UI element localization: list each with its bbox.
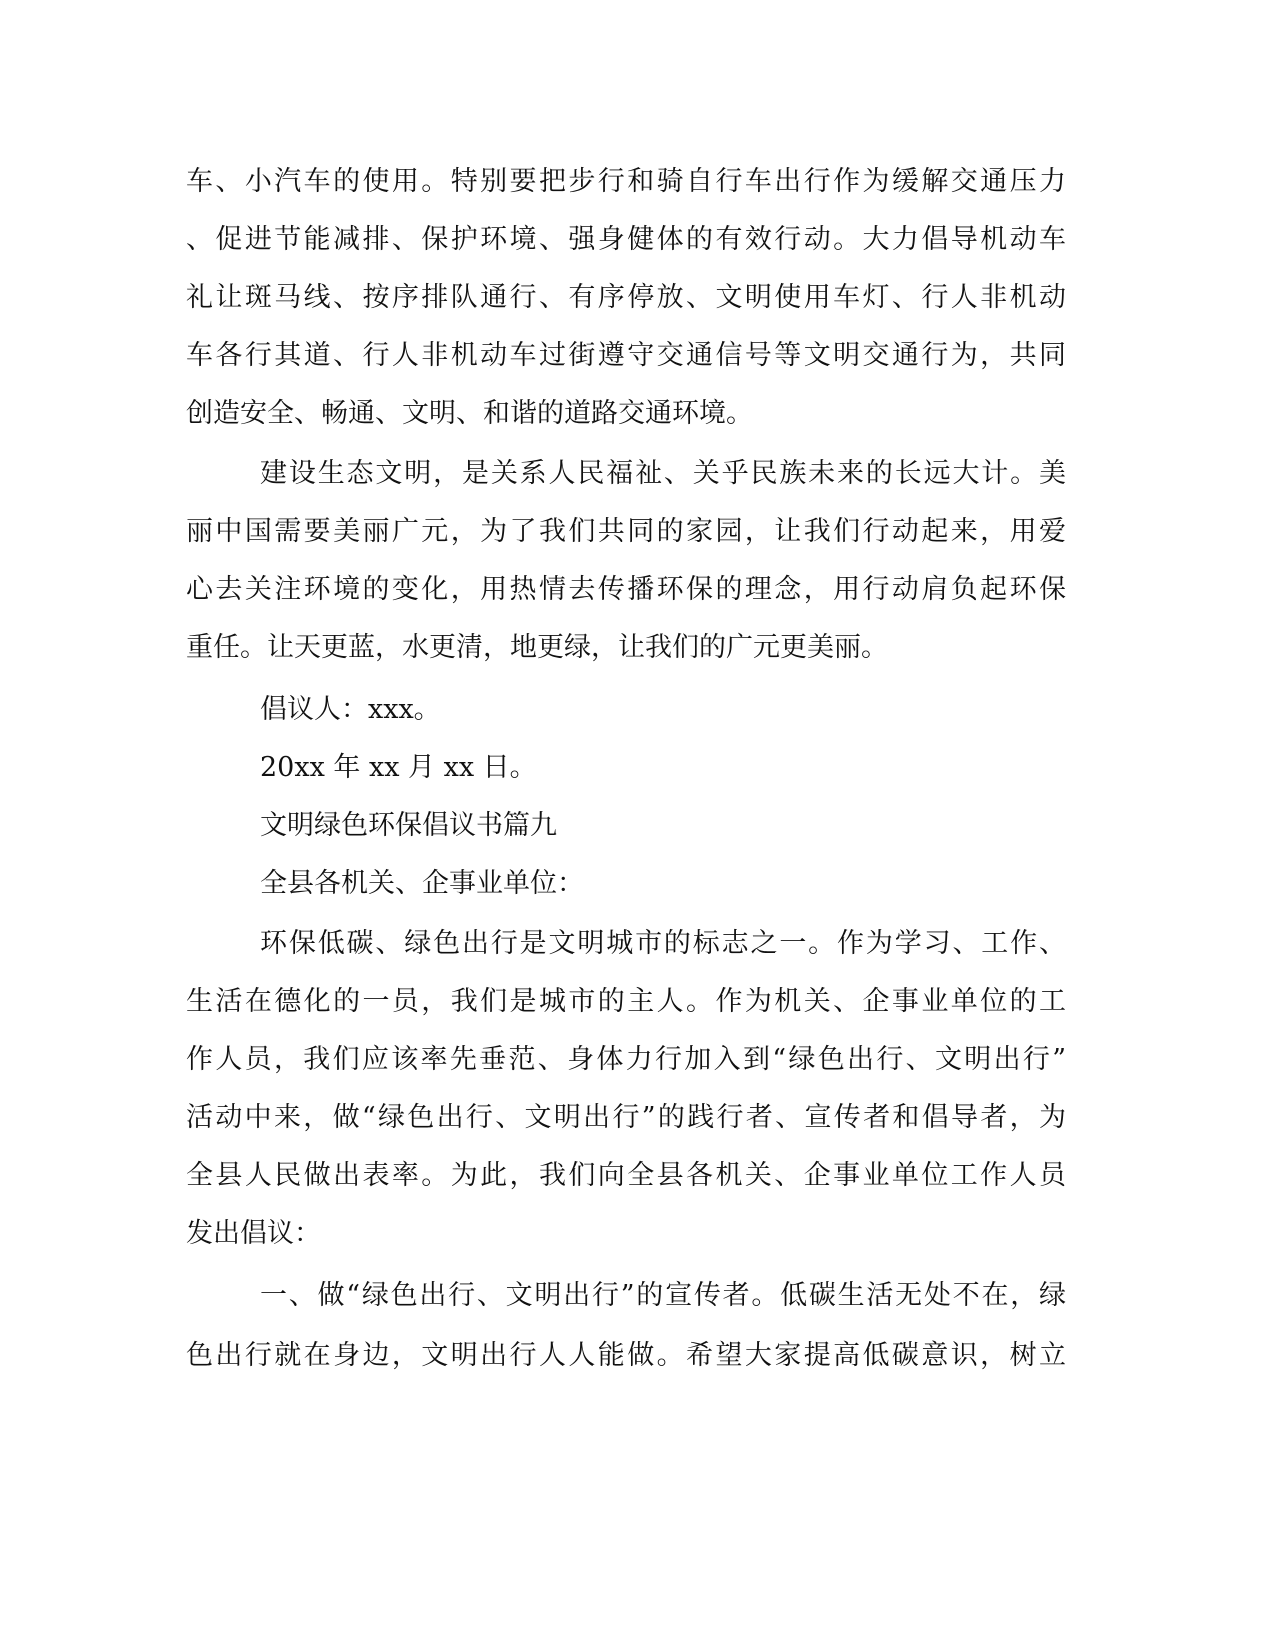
text-line: 全县人民做出表率。为此，我们向全县各机关、企事业单位工作人员 — [186, 1160, 1066, 1191]
paragraph-first-line: 环保低碳、绿色出行是文明城市的标志之一。作为学习、工作、 — [260, 928, 1066, 959]
text-line: 色出行就在身边，文明出行人人能做。希望大家提高低碳意识，树立 — [186, 1340, 1066, 1371]
text-line: 心去关注环境的变化，用热情去传播环保的理念，用行动肩负起环保 — [186, 574, 1066, 605]
date-line: 20xx 年 xx 月 xx 日。 — [260, 752, 537, 783]
proposer-line: 倡议人：xxx。 — [260, 694, 441, 725]
text-line: 创造安全、畅通、文明、和谐的道路交通环境。 — [186, 398, 753, 429]
text-line: 车各行其道、行人非机动车过街遵守交通信号等文明交通行为，共同 — [186, 340, 1066, 371]
text-line: 重任。让天更蓝，水更清，地更绿，让我们的广元更美丽。 — [186, 632, 888, 663]
section-title: 文明绿色环保倡议书篇九 — [260, 810, 557, 841]
text-line: 发出倡议： — [186, 1218, 321, 1249]
text-line: 生活在德化的一员，我们是城市的主人。作为机关、企事业单位的工 — [186, 986, 1066, 1017]
text-line: 作人员，我们应该率先垂范、身体力行加入到“绿色出行、文明出行” — [186, 1044, 1066, 1075]
text-line: 丽中国需要美丽广元，为了我们共同的家园，让我们行动起来，用爱 — [186, 516, 1066, 547]
paragraph-first-line: 建设生态文明，是关系人民福祉、关乎民族未来的长远大计。美 — [260, 458, 1066, 489]
salutation: 全县各机关、企事业单位： — [260, 868, 584, 899]
text-line: 礼让斑马线、按序排队通行、有序停放、文明使用车灯、行人非机动 — [186, 282, 1066, 313]
text-line: 活动中来，做“绿色出行、文明出行”的践行者、宣传者和倡导者，为 — [186, 1102, 1066, 1133]
text-line: 、促进节能减排、保护环境、强身健体的有效行动。大力倡导机动车 — [186, 224, 1066, 255]
text-line: 车、小汽车的使用。特别要把步行和骑自行车出行作为缓解交通压力 — [186, 166, 1066, 197]
paragraph-first-line: 一、做“绿色出行、文明出行”的宣传者。低碳生活无处不在，绿 — [260, 1280, 1066, 1311]
